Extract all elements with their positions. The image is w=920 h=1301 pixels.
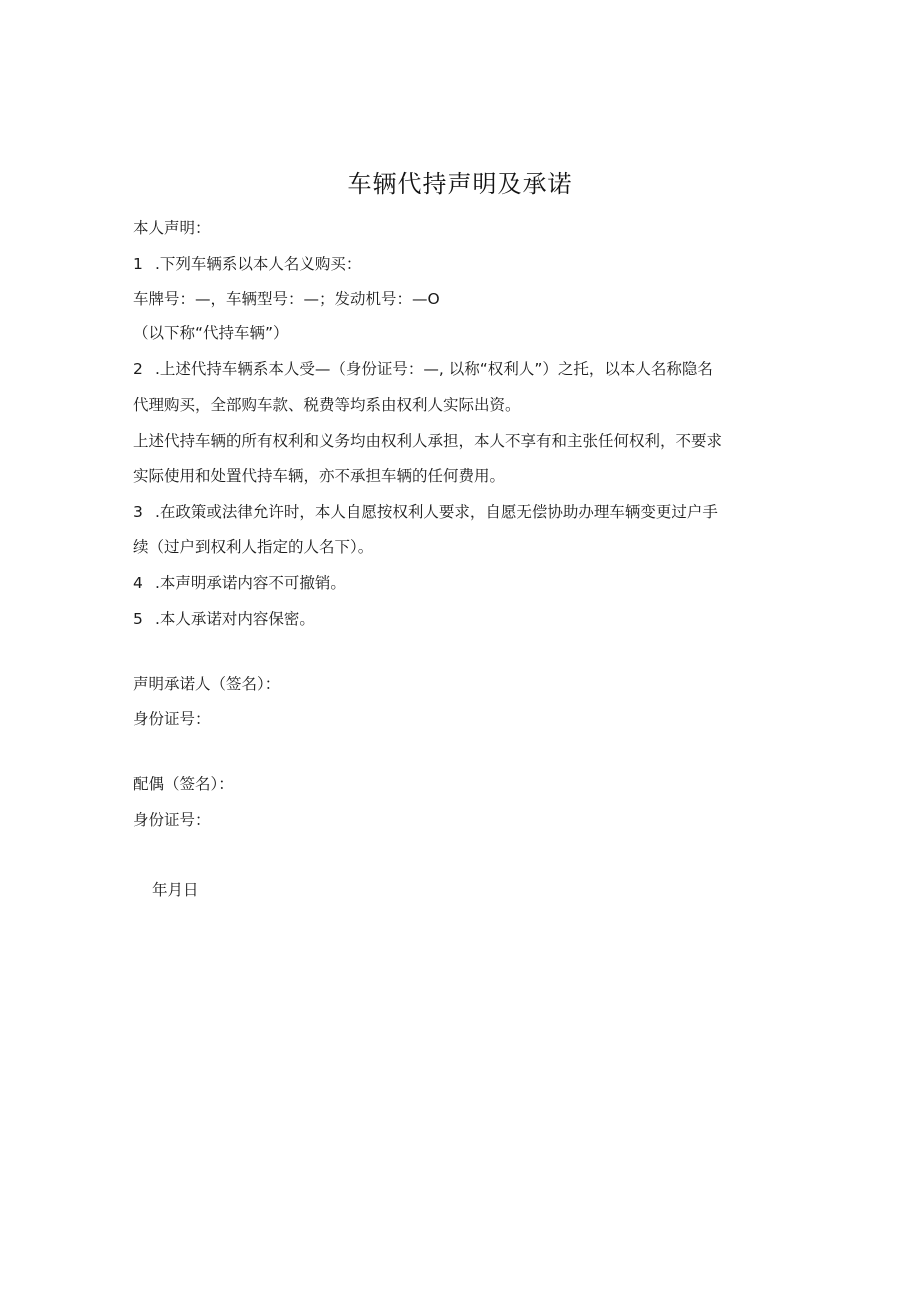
- date-label: 年月日: [152, 881, 199, 899]
- item-2-line-1: [133, 359, 793, 379]
- rights-para-line-2: 实际使用和处置代持车辆，亦不承担车辆的任何费用。: [133, 467, 506, 485]
- item-3-line-2: 续（过户到权利人指定的人名下）。: [133, 538, 374, 556]
- item-1: [133, 254, 793, 274]
- item-2-text: .上述代持车辆系本人受—（身份证号：—, 以称“权利人”）之托，以本人名称隐名: [155, 360, 713, 378]
- item-1-text: .下列车辆系以本人名义购买：: [155, 255, 362, 273]
- item-4: [133, 573, 793, 593]
- item-5-number: 5: [133, 610, 143, 628]
- intro-text: 本人声明：: [133, 219, 211, 237]
- document-title: 车辆代持声明及承诺: [347, 170, 573, 198]
- item-2-line-2: 代理购买，全部购车款、税费等均系由权利人实际出资。: [133, 396, 521, 414]
- declarant-id-label: 身份证号：: [133, 710, 211, 728]
- vehicle-info: 车牌号：—，车辆型号：—；发动机号：—O: [133, 290, 440, 308]
- item-3-text: .在政策或法律允许时，本人自愿按权利人要求，自愿无偿协助办理车辆变更过户手: [155, 503, 718, 521]
- item-3-line-1: [133, 502, 793, 522]
- rights-para-line-1: 上述代持车辆的所有权利和义务均由权利人承担，本人不享有和主张任何权利，不要求: [133, 432, 723, 450]
- item-5-text: .本人承诺对内容保密。: [155, 610, 315, 628]
- item-4-number: 4: [133, 574, 143, 592]
- item-1-number: 1: [133, 255, 143, 273]
- item-5: [133, 609, 793, 629]
- declarant-signature-label: 声明承诺人（签名）：: [133, 675, 281, 693]
- spouse-signature-label: 配偶（签名）：: [133, 775, 234, 793]
- item-2-number: 2: [133, 360, 143, 378]
- vehicle-alias: （以下称“代持车辆”）: [133, 324, 289, 342]
- spouse-id-label: 身份证号：: [133, 811, 211, 829]
- item-3-number: 3: [133, 503, 143, 521]
- item-4-text: .本声明承诺内容不可撤销。: [155, 574, 346, 592]
